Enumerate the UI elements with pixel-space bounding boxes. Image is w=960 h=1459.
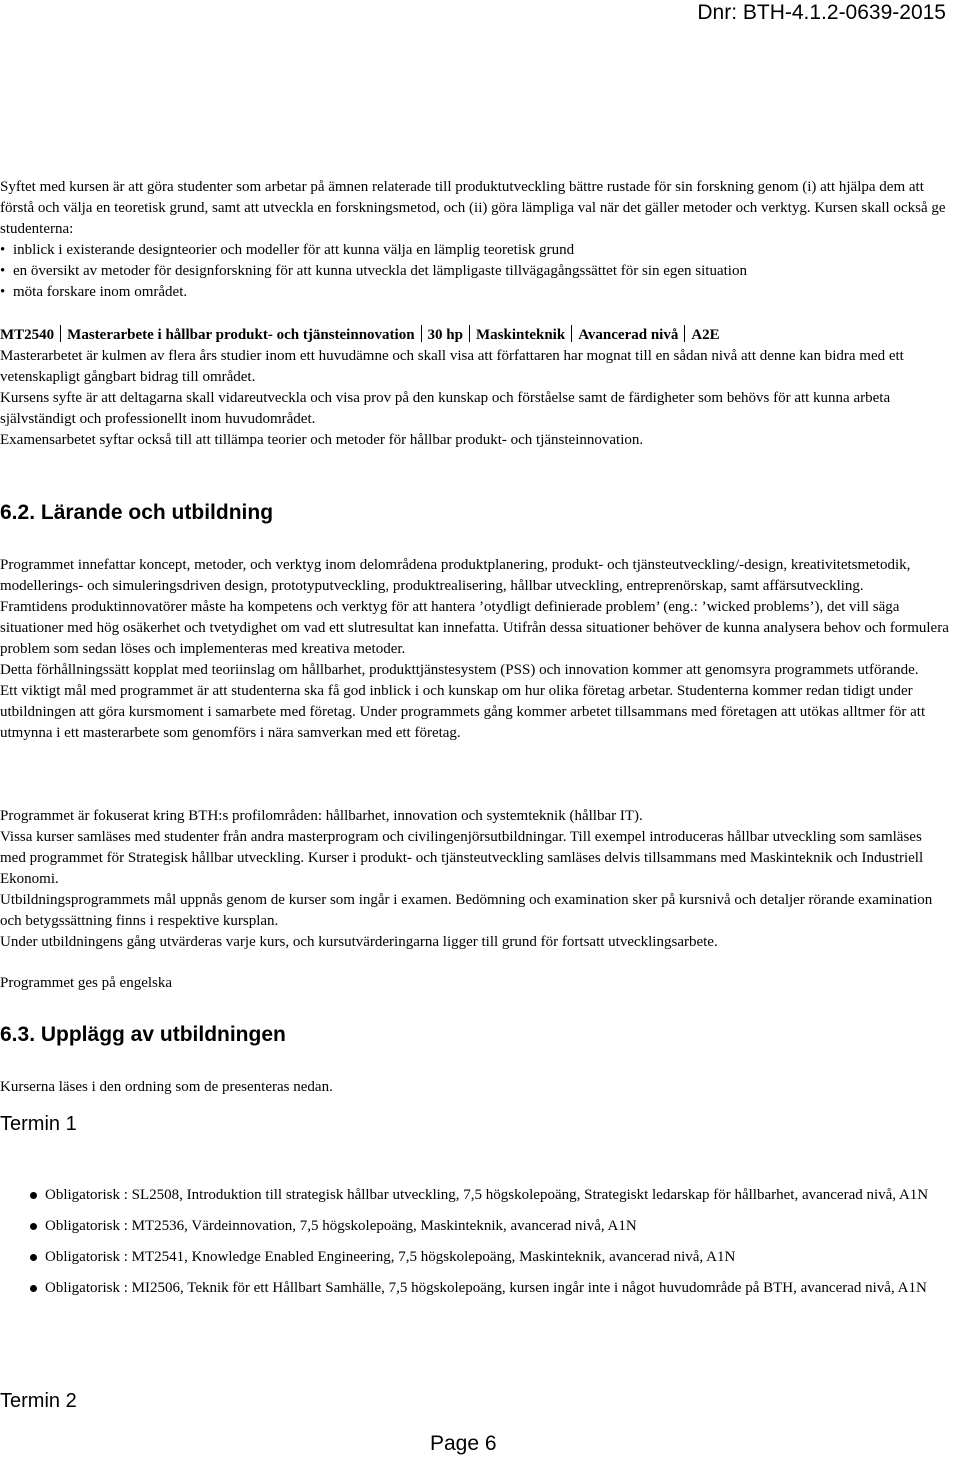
section-heading-6-2: 6.2. Lärande och utbildning bbox=[0, 501, 274, 524]
course-name: Masterarbete i hållbar produkt- och tjänsteinnovation bbox=[67, 327, 415, 343]
list-item: Obligatorisk : MT2541, Knowledge Enabled Engineering, 7,5 högskolepoäng, Maskinteknik, avancerad nivå, A1N bbox=[45, 1242, 960, 1273]
section-paragraph: Programmet är fokuserat kring BTH:s profilområden: hållbarhet, innovation och systemteknik (hållbar IT). bbox=[0, 808, 643, 824]
intro-bullet: • möta forskare inom området. bbox=[0, 282, 950, 303]
course-paragraph: Examensarbetet syftar också till att tillämpa teorier och metoder för hållbar produkt- och tjänsteinnovation. bbox=[0, 432, 644, 448]
list-item: Obligatorisk : MT2536, Värdeinnovation, 7,5 högskolepoäng, Maskinteknik, avancerad nivå, A1N bbox=[45, 1211, 960, 1242]
document-number: Dnr: BTH-4.1.2-0639-2015 bbox=[697, 1, 946, 24]
list-item: Obligatorisk : MI2506, Teknik för ett Hållbart Samhälle, 7,5 högskolepoäng, kursen ingår inte i något huvudområde på BTH, avancerad nivå, A1N bbox=[45, 1273, 960, 1304]
section-heading-6-3: 6.3. Upplägg av utbildningen bbox=[0, 1023, 286, 1046]
language-note: Programmet ges på engelska bbox=[0, 975, 173, 991]
course-heading bbox=[0, 325, 950, 346]
section-6-2-body-2 bbox=[0, 806, 950, 953]
section-paragraph: Detta förhållningssätt kopplat med teoriinslag om hållbarhet, produkttjänstesystem (PSS) och innovation kommer att genomsyra programmets utförande. bbox=[0, 662, 919, 678]
separator bbox=[421, 325, 422, 342]
section-paragraph: Vissa kurser samläses med studenter från andra masterprogram och civilingenjörsutbildningar. Till exempel introduceras hållbar utveckling som samläses med programmet för Strategisk hållbar utveckling. Kurser i produkt- och tjänsteutveckling samläses delvis tillsammans med Maskinteknik och Industriell Ekonomi. bbox=[0, 829, 924, 887]
termin-2-heading: Termin 2 bbox=[0, 1390, 77, 1412]
list-item: Obligatorisk : SL2508, Introduktion till strategisk hållbar utveckling, 7,5 högskolepoäng, Strategiskt ledarskap för hållbarhet, avancerad nivå, A1N bbox=[45, 1180, 960, 1211]
course-credits: 30 hp bbox=[427, 327, 463, 343]
course-subject: Maskinteknik bbox=[475, 327, 566, 343]
termin-1-heading: Termin 1 bbox=[0, 1113, 77, 1135]
page-number: Page 6 bbox=[430, 1432, 497, 1455]
intro-bullet: • inblick i existerande designteorier och modeller för att kunna välja en lämplig teoretisk grund bbox=[0, 240, 950, 261]
section-paragraph: Programmet innefattar koncept, metoder, och verktyg inom delområdena produktplanering, produkt- och tjänsteutveckling/-design, kreativitetsmetodik, modellerings- och simuleringsdriven design, prototyputveckling, produktrealisering, hållbar utveckling, entreprenörskap, samt affärsutveckling. bbox=[0, 557, 911, 594]
course-paragraph: Masterarbetet är kulmen av flera års studier inom ett huvudämne och skall visa att författaren har mognat till en sådan nivå att denne kan bidra med ett vetenskapligt gångbart bidrag till området. bbox=[0, 348, 904, 385]
intro-bullet: • en översikt av metoder för designforskning för att kunna utveckla det lämpligaste tillvägagångssättet för sin egen situation bbox=[0, 261, 950, 282]
intro-paragraph: Syftet med kursen är att göra studenter som arbetar på ämnen relaterade till produktutveckling bättre rustade för sin forskning genom (i) att hjälpa dem att förstå och välja en teoretisk grund, samt att utveckla en forskningsmetod, och (ii) göra lämpliga val när det gäller metoder och verktyg. Kursen skall också ge studenterna: bbox=[0, 179, 946, 237]
section-paragraph: Under utbildningens gång utvärderas varje kurs, och kursutvärderingarna ligger till grund för fortsatt utvecklingsarbete. bbox=[0, 934, 718, 950]
separator bbox=[684, 325, 685, 342]
separator bbox=[60, 325, 61, 342]
course-level: Avancerad nivå bbox=[578, 327, 679, 343]
intro-block bbox=[0, 177, 950, 303]
section-paragraph: Framtidens produktinnovatörer måste ha kompetens och verktyg för att hantera ’otydligt definierade problem’ (eng.: ’wicked problems’), det vill säga situationer med hög osäkerhet och tvetydighet om vad ett slutresultat kan innefatta. Utifrån dessa situationer behöver de kunna analysera behov och formulera problem som sedan löses och implementeras med kreativa metoder. bbox=[0, 599, 949, 657]
course-paragraph: Kursens syfte är att deltagarna skall vidareutveckla och visa prov på den kunskap och förståelse samt de färdigheter som behövs för att kunna arbeta självständigt och professionellt inom huvudområdet. bbox=[0, 390, 891, 427]
section-paragraph: Ett viktigt mål med programmet är att studenterna ska få god inblick i och kunskap om hur olika företag arbetar. Studenterna kommer redan tidigt under utbildningen att göra kursmoment i samarbete med företag. Under programmets gång kommer arbetet tillsammans med företagen att utökas alltmer för att utmynna i ett masterarbete som genomförs i nära samverkan med ett företag. bbox=[0, 683, 926, 741]
separator bbox=[469, 325, 470, 342]
section-6-2-body-1 bbox=[0, 555, 950, 744]
course-level-code: A2E bbox=[691, 327, 720, 343]
section-6-3-intro: Kurserna läses i den ordning som de presenteras nedan. bbox=[0, 1079, 333, 1095]
separator bbox=[571, 325, 572, 342]
course-code: MT2540 bbox=[0, 327, 55, 343]
course-block-mt2540 bbox=[0, 325, 950, 451]
section-paragraph: Utbildningsprogrammets mål uppnås genom de kurser som ingår i examen. Bedömning och examination sker på kursnivå och detaljer rörande examination och betygssättning finns i respektive kursplan. bbox=[0, 892, 933, 929]
termin-1-course-list bbox=[0, 1180, 960, 1304]
